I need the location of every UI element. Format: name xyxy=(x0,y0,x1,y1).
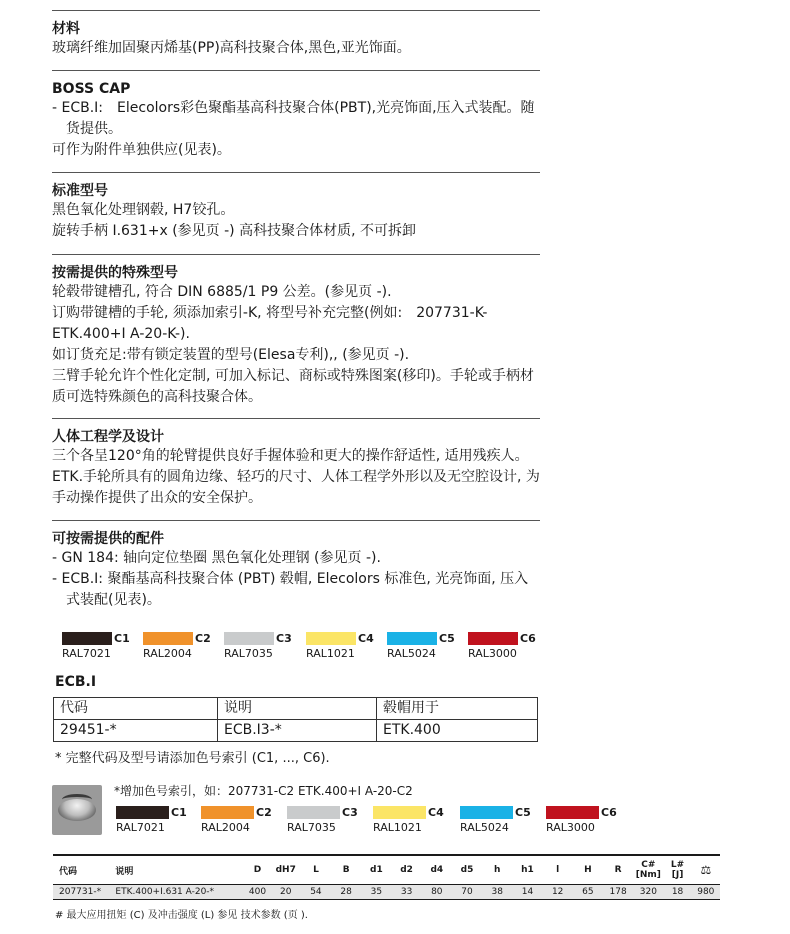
color-swatches-bottom xyxy=(116,806,631,836)
color-box xyxy=(224,632,274,645)
ral-code: RAL7021 xyxy=(116,821,165,834)
ral-code: RAL1021 xyxy=(306,647,355,660)
divider xyxy=(52,254,540,255)
table-header: 代码 xyxy=(54,698,218,720)
table-header-row xyxy=(53,855,720,885)
section-standard xyxy=(52,182,540,242)
color-code: C2 xyxy=(256,806,272,819)
table-header: D xyxy=(244,855,270,885)
section-material xyxy=(52,20,540,59)
section-ergonomics xyxy=(52,428,540,509)
table-cell: 320 xyxy=(633,885,663,900)
section-line: 玻璃纤维加固聚丙烯基(PP)高科技聚合体,黑色,亚光饰面。 xyxy=(52,40,411,56)
divider xyxy=(52,70,540,71)
color-code: C2 xyxy=(195,632,211,645)
color-box xyxy=(387,632,437,645)
color-code: C1 xyxy=(171,806,187,819)
color-code: C1 xyxy=(114,632,130,645)
ecb-table xyxy=(53,697,538,742)
swatch-c3 xyxy=(224,632,306,662)
divider xyxy=(52,10,540,11)
color-code: C3 xyxy=(276,632,292,645)
color-code: C6 xyxy=(601,806,617,819)
color-code: C3 xyxy=(342,806,358,819)
table-cell: ETK.400+I.631 A-20-* xyxy=(109,885,244,900)
swatch-c4 xyxy=(373,806,460,836)
section-line: - GN 184: 轴向定位垫圈 黑色氧化处理钢 (参见页 -). xyxy=(52,550,381,566)
table-header: d5 xyxy=(452,855,482,885)
table-cell: 14 xyxy=(512,885,542,900)
ral-code: RAL5024 xyxy=(460,821,509,834)
table-cell: 12 xyxy=(543,885,573,900)
section-title: 标准型号 xyxy=(52,183,108,199)
table-cell: 65 xyxy=(573,885,603,900)
color-box xyxy=(373,806,426,819)
section-line: 如订货充足:带有锁定装置的型号(Elesa专利),, (参见页 -). xyxy=(52,347,410,363)
table-row xyxy=(53,885,720,900)
color-box xyxy=(116,806,169,819)
ecb-note: * 完整代码及型号请添加色号索引 (C1, ..., C6). xyxy=(55,751,330,766)
table-cell: 38 xyxy=(482,885,512,900)
table-header: C# [Nm] xyxy=(633,855,663,885)
ral-code: RAL2004 xyxy=(201,821,250,834)
table-header: d4 xyxy=(422,855,452,885)
table-cell: ETK.400 xyxy=(377,720,538,742)
table-cell: 33 xyxy=(391,885,421,900)
swatch-c5 xyxy=(387,632,468,662)
table-cell: ECB.I3-* xyxy=(218,720,377,742)
section-line: - ECB.I: 聚酯基高科技聚合体 (PBT) 毂帽, Elecolors 标准色, 光亮饰面, 压入式装配(见表)。 xyxy=(52,571,529,608)
ral-code: RAL5024 xyxy=(387,647,436,660)
section-line: 旋转手柄 I.631+x (参见页 -) 高科技聚合体材质, 不可拆卸 xyxy=(52,223,416,239)
scale-icon: ⚖ xyxy=(692,855,720,885)
color-box xyxy=(460,806,513,819)
color-code: C4 xyxy=(428,806,444,819)
divider xyxy=(52,520,540,521)
table-header: L xyxy=(301,855,331,885)
table-header: dH7 xyxy=(271,855,301,885)
table-header: 说明 xyxy=(218,698,377,720)
color-box xyxy=(306,632,356,645)
table-cell: 80 xyxy=(422,885,452,900)
color-box xyxy=(287,806,340,819)
table-cell: 29451-* xyxy=(54,720,218,742)
table-cell: 980 xyxy=(692,885,720,900)
table-cell: 20 xyxy=(271,885,301,900)
table-header: h xyxy=(482,855,512,885)
section-line: 三个各呈120°角的轮臂提供良好手握体验和更大的操作舒适性, 适用残疾人。ETK.手轮所具有的圆角边缘、轻巧的尺寸、人体工程学外形以及无空腔设计, 为手动操作提供了出众的安全保护。 xyxy=(52,448,540,506)
section-title: 可按需提供的配件 xyxy=(52,531,164,547)
table-header: l xyxy=(543,855,573,885)
color-swatches-top xyxy=(62,632,549,662)
color-code: C5 xyxy=(515,806,531,819)
table-header: R xyxy=(603,855,633,885)
divider xyxy=(52,172,540,173)
table-header-row xyxy=(54,698,538,720)
color-box xyxy=(468,632,518,645)
boss-cap-image xyxy=(52,785,102,835)
footnote: # 最大应用扭矩 (C) 及冲击强度 (L) 参见 技术参数 (页 ). xyxy=(55,910,308,921)
ral-code: RAL3000 xyxy=(468,647,517,660)
color-code: C4 xyxy=(358,632,374,645)
ral-code: RAL7035 xyxy=(287,821,336,834)
color-code: C5 xyxy=(439,632,455,645)
table-header: L# [J] xyxy=(663,855,691,885)
table-header: h1 xyxy=(512,855,542,885)
ral-code: RAL7021 xyxy=(62,647,111,660)
divider xyxy=(52,418,540,419)
color-index-note: *增加色号索引，如：207731-C2 ETK.400+I A-20-C2 xyxy=(114,784,413,798)
table-header: d2 xyxy=(391,855,421,885)
swatch-c3 xyxy=(287,806,373,836)
table-header: 代码 xyxy=(53,855,109,885)
section-line: 黑色氧化处理钢毂, H7铰孔。 xyxy=(52,202,235,218)
section-title: 按需提供的特殊型号 xyxy=(52,265,178,281)
section-title: BOSS CAP xyxy=(52,81,131,97)
section-title: 材料 xyxy=(52,21,80,37)
table-cell: 18 xyxy=(663,885,691,900)
section-line: 订购带键槽的手轮, 须添加索引-K, 将型号补充完整(例如: 207731-K-ETK.400+I A-20-K-). xyxy=(52,305,488,342)
swatch-c6 xyxy=(546,806,631,836)
color-box xyxy=(546,806,599,819)
section-line: 轮毂带键槽孔, 符合 DIN 6885/1 P9 公差。(参见页 -). xyxy=(52,284,392,300)
color-box xyxy=(62,632,112,645)
swatch-c1 xyxy=(62,632,143,662)
swatch-c1 xyxy=(116,806,201,836)
table-cell: 54 xyxy=(301,885,331,900)
swatch-c5 xyxy=(460,806,546,836)
ral-code: RAL2004 xyxy=(143,647,192,660)
table-cell: 35 xyxy=(361,885,391,900)
swatch-c2 xyxy=(143,632,224,662)
section-boss-cap xyxy=(52,80,540,161)
color-box xyxy=(201,806,254,819)
table-row xyxy=(54,720,538,742)
table-cell: 70 xyxy=(452,885,482,900)
section-title: 人体工程学及设计 xyxy=(52,429,164,445)
color-code: C6 xyxy=(520,632,536,645)
section-line: 可作为附件单独供应(见表)。 xyxy=(52,142,231,158)
ral-code: RAL3000 xyxy=(546,821,595,834)
section-accessories xyxy=(52,530,540,611)
section-special xyxy=(52,264,540,408)
color-box xyxy=(143,632,193,645)
table-header: 说明 xyxy=(109,855,244,885)
table-header: B xyxy=(331,855,361,885)
ecb-title: ECB.I xyxy=(55,674,97,690)
table-cell: 178 xyxy=(603,885,633,900)
section-line: - ECB.I: Elecolors彩色聚酯基高科技聚合体(PBT),光亮饰面,压入式装配。随货提供。 xyxy=(52,100,535,137)
section-line: 三臂手轮允许个性化定制, 可加入标记、商标或特殊图案(移印)。手轮或手柄材质可选特殊颜色的高科技聚合体。 xyxy=(52,368,534,405)
table-cell: 400 xyxy=(244,885,270,900)
table-cell: 207731-* xyxy=(53,885,109,900)
swatch-c2 xyxy=(201,806,287,836)
swatch-c4 xyxy=(306,632,387,662)
table-header: H xyxy=(573,855,603,885)
table-header: 毂帽用于 xyxy=(377,698,538,720)
dimension-table xyxy=(53,854,720,900)
table-cell: 28 xyxy=(331,885,361,900)
swatch-c6 xyxy=(468,632,549,662)
table-header: d1 xyxy=(361,855,391,885)
ral-code: RAL7035 xyxy=(224,647,273,660)
ral-code: RAL1021 xyxy=(373,821,422,834)
